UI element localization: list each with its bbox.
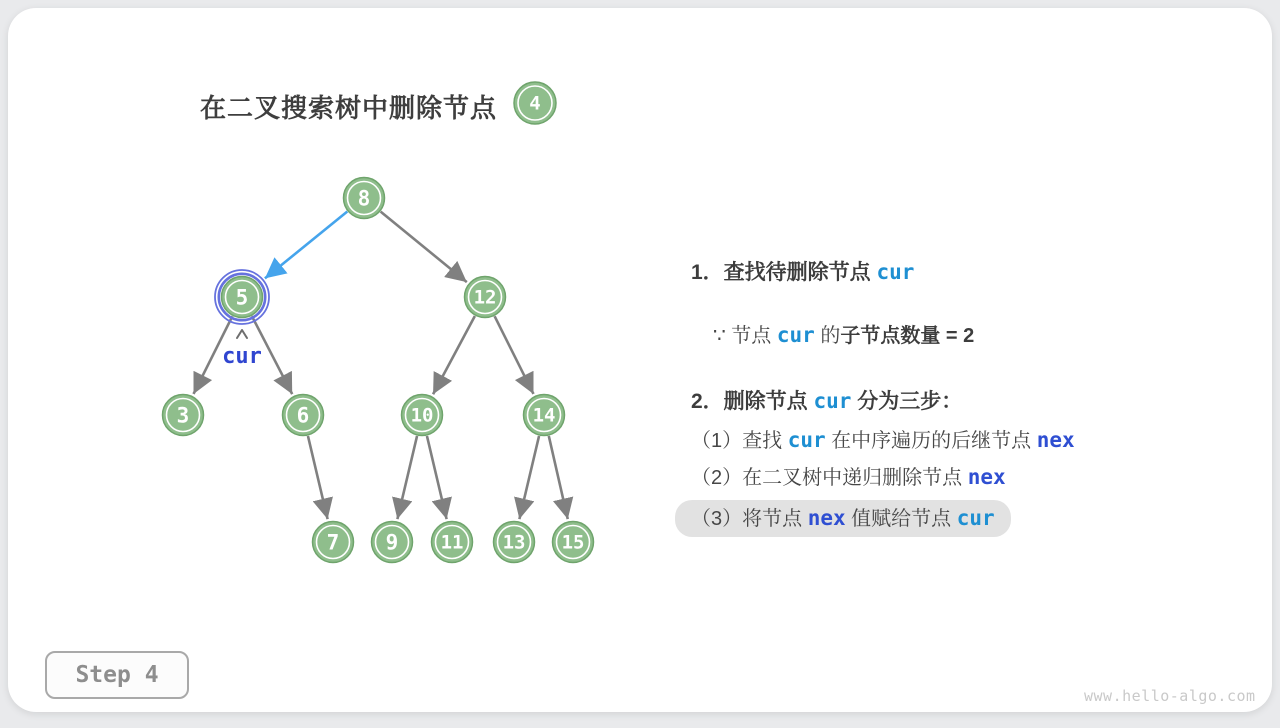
node-value: 14 (533, 405, 556, 427)
badge-number: 4 (529, 93, 540, 115)
node-value: 15 (562, 532, 585, 554)
tree-node-10[interactable] (402, 395, 443, 436)
panel-text-segment: cur (957, 506, 995, 530)
tree-edge (549, 436, 568, 519)
panel-text-segment: cur (877, 260, 915, 284)
panel-text-segment: （1）查找 (691, 430, 788, 452)
panel-text-segment: 的 (815, 325, 841, 347)
tree-edge (495, 316, 534, 394)
panel-line (691, 387, 1221, 416)
caret-up-icon (237, 330, 247, 338)
panel-line (675, 500, 1011, 537)
explanation-panel (691, 258, 1221, 537)
tree-node-13[interactable] (494, 522, 535, 563)
node-value: 10 (411, 405, 434, 427)
node-value: 5 (236, 285, 249, 309)
tree-node-14[interactable] (524, 395, 565, 436)
cur-pointer-label: cur (222, 344, 262, 369)
tree-edge (381, 212, 467, 283)
tree-edge (427, 436, 447, 519)
node-value: 7 (327, 530, 340, 554)
tree-edge (519, 436, 539, 519)
node-value: 9 (386, 530, 399, 554)
node-value: 13 (503, 532, 526, 554)
tree-node-3[interactable] (163, 395, 204, 436)
panel-text-segment: 在中序遍历的后继节点 (826, 430, 1037, 452)
panel-text-segment: cur (788, 428, 826, 452)
tree-edge (397, 436, 417, 519)
node-value: 3 (177, 403, 190, 427)
panel-text-segment: 分为三步： (851, 390, 962, 413)
panel-line (691, 321, 1221, 350)
panel-text-segment: cur (777, 323, 815, 347)
node-value: 6 (297, 403, 310, 427)
tree-edge-highlighted (265, 212, 347, 279)
tree-edge (308, 436, 328, 519)
panel-text-segment: 2 (963, 325, 974, 347)
node-value: 8 (358, 186, 371, 210)
panel-text-segment: nex (968, 465, 1006, 489)
watermark: www.hello-algo.com (1084, 687, 1256, 705)
slide-card (8, 8, 1272, 712)
tree-node-7[interactable] (313, 522, 354, 563)
panel-text-segment: ∵ 节点 (713, 325, 777, 347)
panel-text-segment: cur (814, 389, 852, 413)
step-button[interactable] (45, 651, 189, 699)
tree-node-6[interactable] (283, 395, 324, 436)
tree-node-8[interactable] (344, 178, 385, 219)
tree-node-11[interactable] (432, 522, 473, 563)
tree-node-12[interactable] (465, 277, 506, 318)
panel-line (691, 463, 1221, 492)
panel-text-segment: = (940, 325, 963, 347)
panel-text-segment: nex (1037, 428, 1075, 452)
step-button-label: Step 4 (75, 662, 158, 688)
panel-text-segment: 子节点数量 (840, 325, 940, 347)
tree-node-9[interactable] (372, 522, 413, 563)
tree-node-5[interactable] (215, 270, 269, 369)
panel-line (691, 426, 1221, 455)
panel-text-segment: 2．删除节点 (691, 390, 814, 413)
panel-text-segment: （3）将节点 (691, 508, 808, 530)
tree-nodes (163, 178, 594, 563)
page-title: 在二叉搜索树中删除节点 (200, 88, 497, 125)
panel-text-segment: 值赋给节点 (846, 508, 957, 530)
panel-text-segment: （2）在二叉树中递归删除节点 (691, 467, 968, 489)
node-value: 12 (474, 287, 497, 309)
tree-edge (433, 316, 475, 394)
node-value: 11 (441, 532, 464, 554)
panel-line (691, 258, 1221, 287)
tree-node-15[interactable] (553, 522, 594, 563)
panel-text-segment: 1．查找待删除节点 (691, 261, 877, 284)
panel-text-segment: nex (808, 506, 846, 530)
